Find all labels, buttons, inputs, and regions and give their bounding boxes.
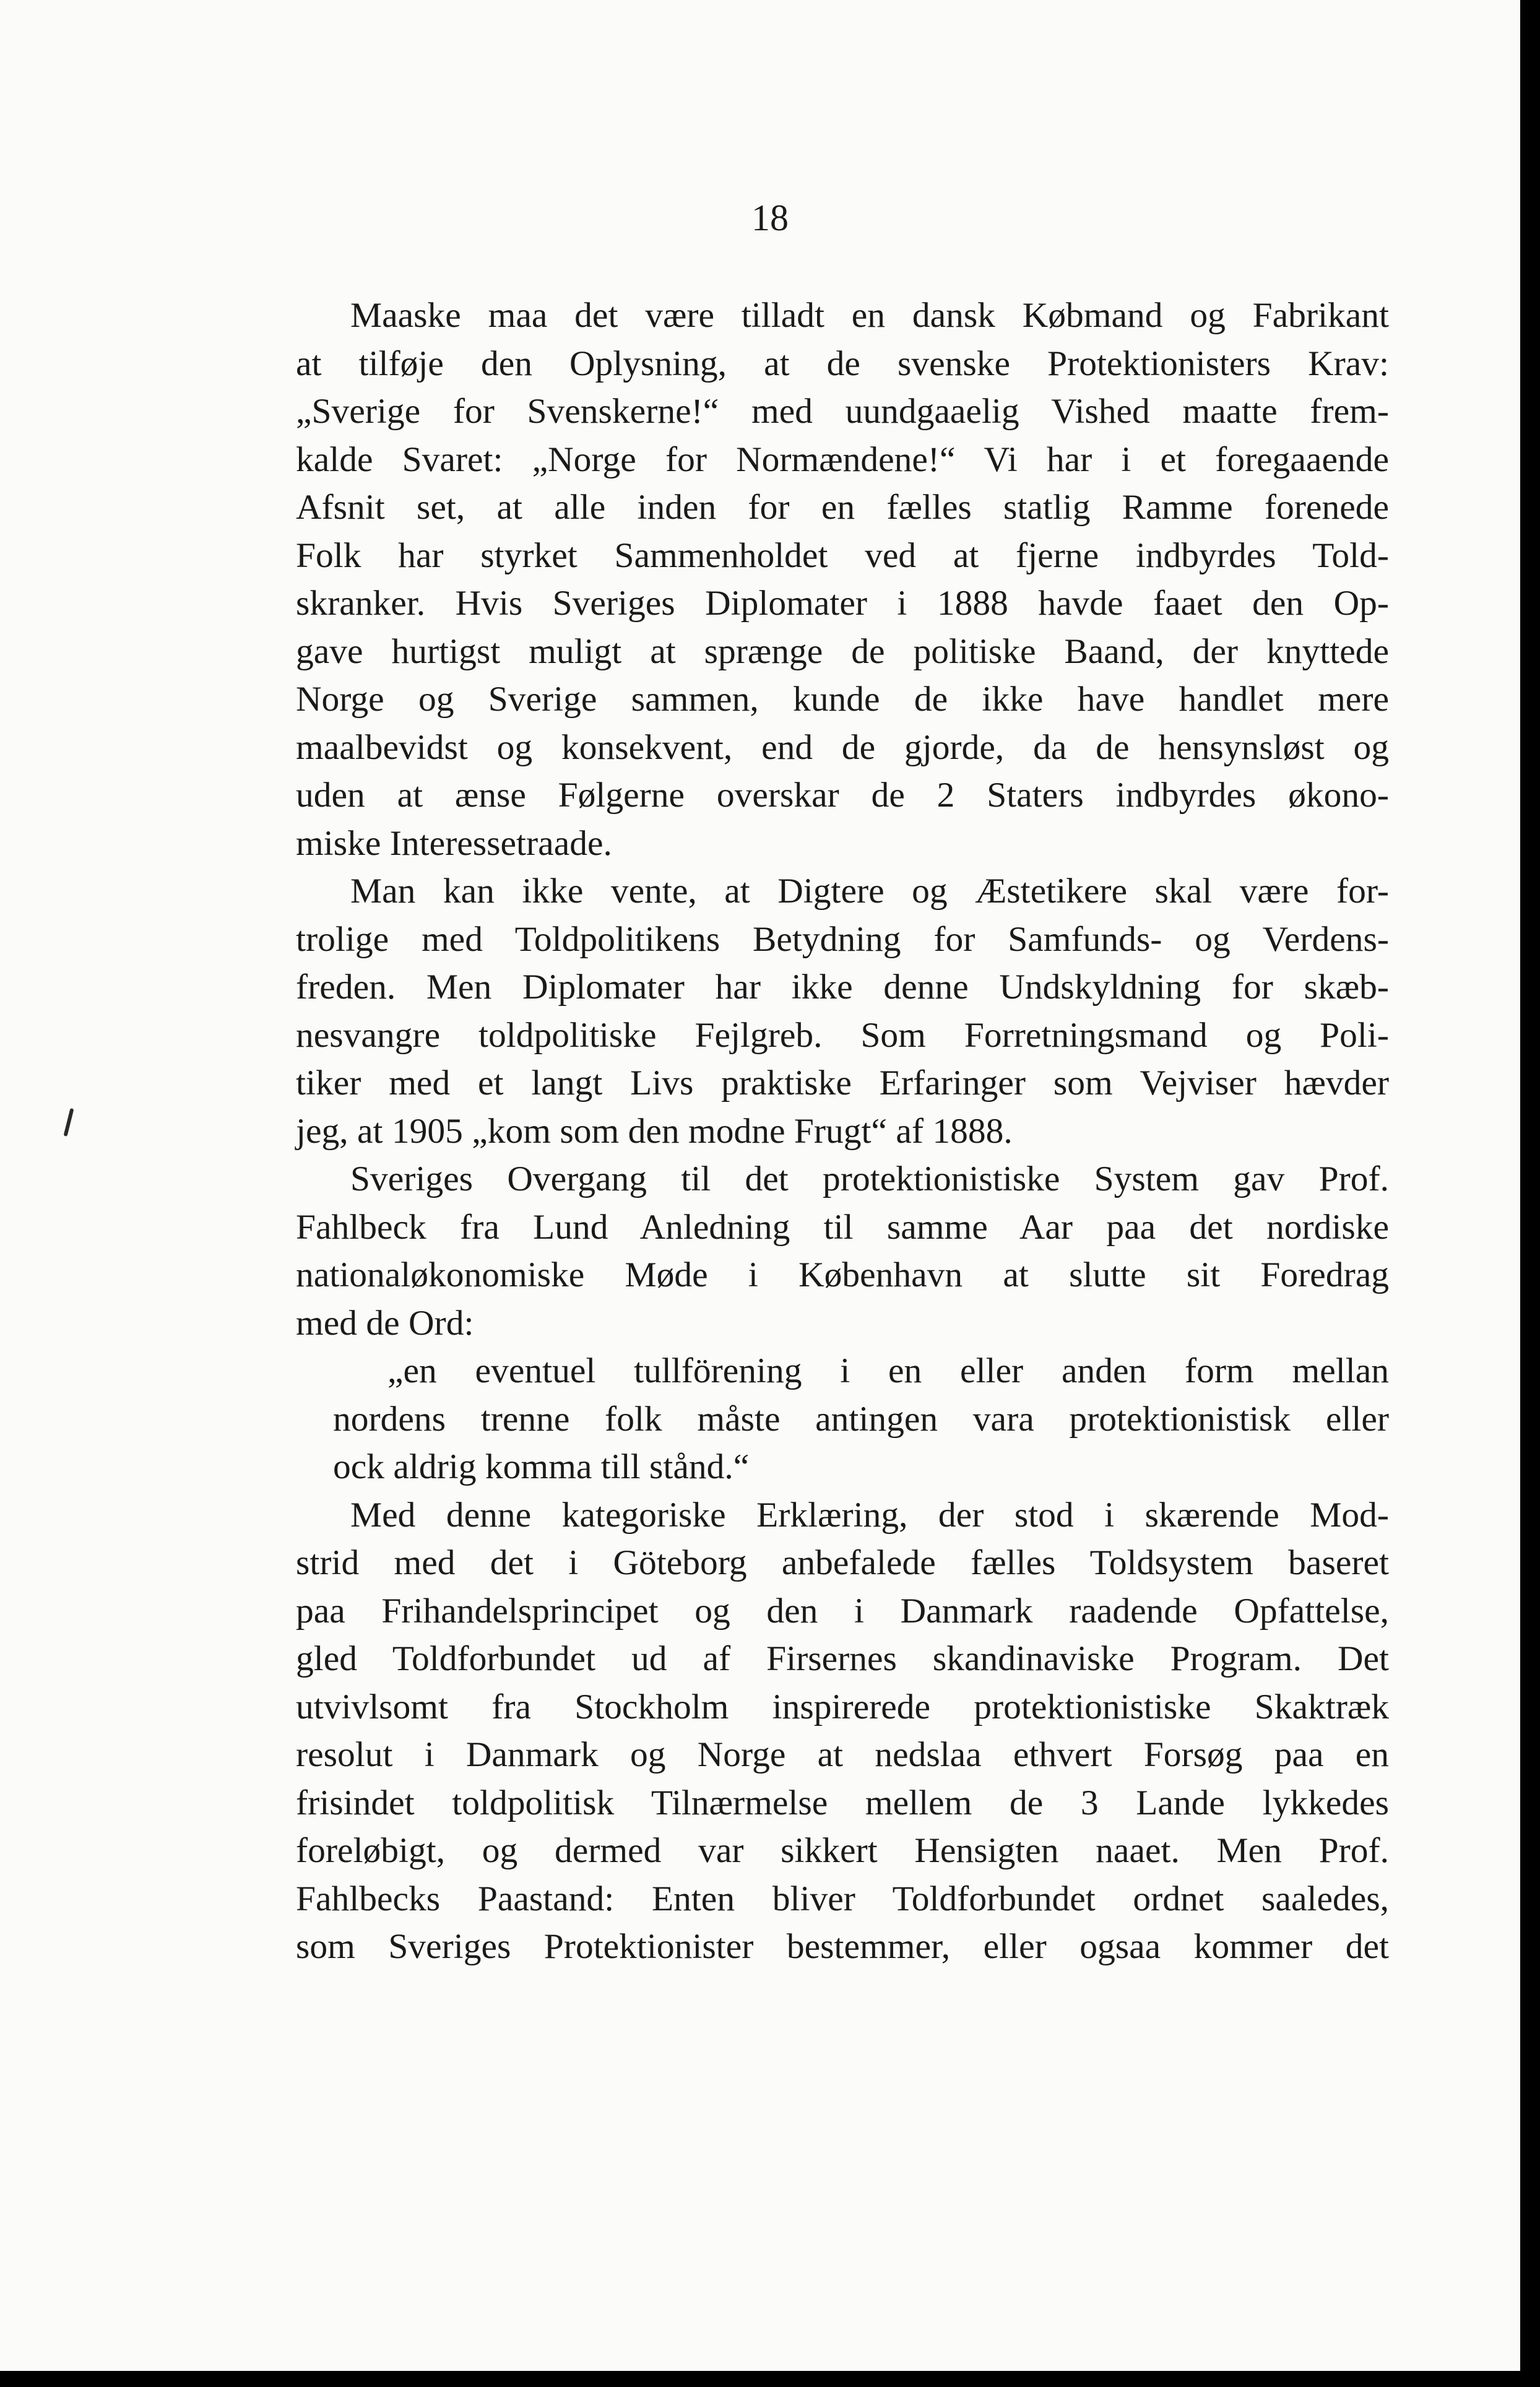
text-line: maalbevidst og konsekvent, end de gjorde, da de hensynsløst og xyxy=(296,727,1389,767)
text-line: Med denne kategoriske Erklæring, der stod i skærende Mod- xyxy=(350,1495,1389,1535)
margin-mark xyxy=(64,1108,74,1137)
text-line: Afsnit set, at alle inden for en fælles statlig Ramme forenede xyxy=(296,488,1389,527)
page-number: 18 xyxy=(751,197,789,238)
text-line: uden at ænse Følgerne overskar de 2 Staters indbyrdes økono- xyxy=(296,776,1389,815)
text-line: gave hurtigst muligt at sprænge de politiske Baand, der knyttede xyxy=(296,631,1389,671)
text-line: nesvangre toldpolitiske Fejlgreb. Som Forretningsmand og Poli- xyxy=(296,1015,1389,1055)
text-line: skranker. Hvis Sveriges Diplomater i 1888 havde faaet den Op- xyxy=(296,584,1389,623)
quote-line: ock aldrig komma till stånd.“ xyxy=(333,1447,750,1486)
text-line: Man kan ikke vente, at Digtere og Æstetikere skal være for- xyxy=(350,872,1389,911)
text-line: foreløbigt, og dermed var sikkert Hensigten naaet. Men Prof. xyxy=(296,1831,1389,1870)
text-line: at tilføje den Oplysning, at de svenske Protektionisters Krav: xyxy=(296,344,1389,383)
text-line: Sveriges Overgang til det protektionistiske System gav Prof. xyxy=(350,1159,1389,1198)
text-line: nationaløkonomiske Møde i København at slutte sit Foredrag xyxy=(296,1255,1389,1294)
text-line: Maaske maa det være tilladt en dansk Købmand og Fabrikant xyxy=(350,296,1389,335)
text-line: trolige med Toldpolitikens Betydning for Samfunds- og Verdens- xyxy=(296,919,1389,959)
text-line: jeg, at 1905 „kom som den modne Frugt“ af 1888. xyxy=(296,1111,1013,1151)
text-line: kalde Svaret: „Norge for Normændene!“ Vi har i et foregaaende xyxy=(296,440,1389,479)
text-line: miske Interessetraade. xyxy=(296,823,612,863)
text-line: Fahlbecks Paastand: Enten bliver Toldforbundet ordnet saaledes, xyxy=(296,1879,1389,1918)
quote-line: „en eventuel tullförening i en eller anden form mellan xyxy=(387,1351,1389,1390)
text-line: Fahlbeck fra Lund Anledning til samme Aar paa det nordiske xyxy=(296,1207,1389,1247)
text-line: tiker med et langt Livs praktiske Erfaringer som Vejviser hævder xyxy=(296,1064,1389,1103)
text-line: gled Toldforbundet ud af Firsernes skandinaviske Program. Det xyxy=(296,1639,1389,1678)
text-line: strid med det i Göteborg anbefalede fælles Toldsystem baseret xyxy=(296,1543,1389,1582)
text-line: „Sverige for Svenskerne!“ med uundgaaelig Vished maatte frem- xyxy=(296,392,1389,431)
body-text xyxy=(296,292,1389,1971)
text-line: Norge og Sverige sammen, kunde de ikke have handlet mere xyxy=(296,680,1389,719)
text-line: resolut i Danmark og Norge at nedslaa ethvert Forsøg paa en xyxy=(296,1735,1389,1774)
text-line: frisindet toldpolitisk Tilnærmelse mellem de 3 Lande lykkedes xyxy=(296,1783,1389,1822)
quote-line: nordens trenne folk måste antingen vara protektionistisk eller xyxy=(333,1399,1389,1439)
text-line: som Sveriges Protektionister bestemmer, eller ogsaa kommer det xyxy=(296,1927,1389,1966)
text-line: utvivlsomt fra Stockholm inspirerede protektionistiske Skaktræk xyxy=(296,1687,1389,1726)
text-line: freden. Men Diplomater har ikke denne Undskyldning for skæb- xyxy=(296,968,1389,1007)
text-line: med de Ord: xyxy=(296,1303,474,1343)
text-line: Folk har styrket Sammenholdet ved at fjerne indbyrdes Told- xyxy=(296,535,1389,575)
text-line: paa Frihandelsprincipet og den i Danmark raadende Opfattelse, xyxy=(296,1591,1389,1631)
